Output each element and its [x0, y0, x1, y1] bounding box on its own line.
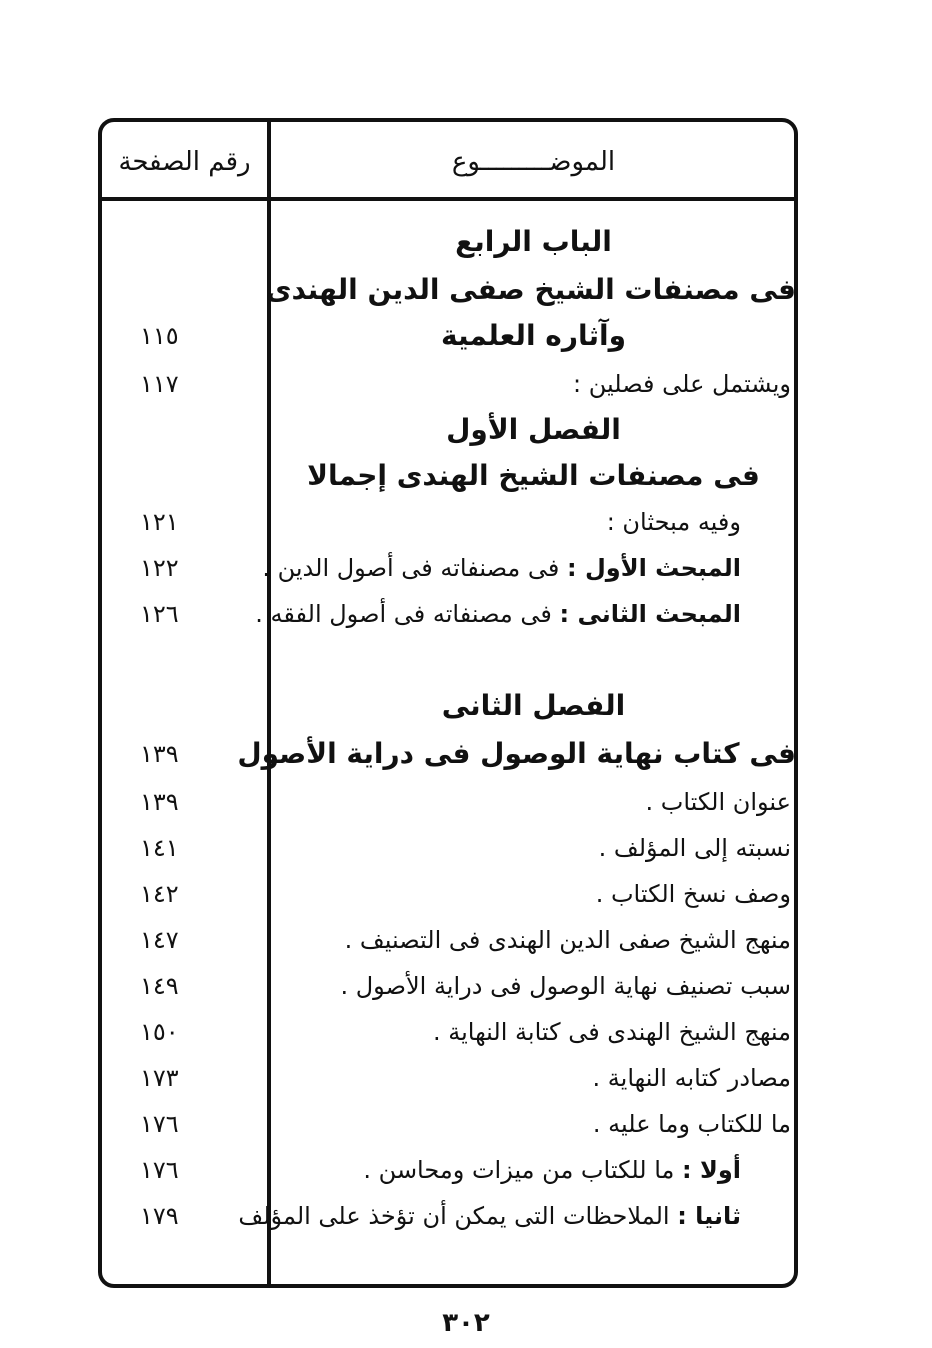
entry-text: ما للكتاب من ميزات ومحاسن .: [363, 1156, 675, 1184]
page-column-header: رقم الصفحة: [118, 147, 251, 177]
toc-entry: مصادر كتابه النهاية .: [592, 1064, 791, 1092]
toc-entry: وصف نسخ الكتاب .: [595, 880, 791, 908]
page-number-cell: ١٣٩: [140, 740, 179, 768]
header-divider: [100, 197, 796, 201]
toc-entry: منهج الشيخ الهندى فى كتابة النهاية .: [433, 1018, 791, 1046]
page-number-cell: ١٢١: [140, 508, 179, 536]
page-number-cell: ١١٧: [140, 370, 179, 398]
page-number-cell: ١٢٦: [140, 600, 179, 628]
entry-label: المبحث الأول :: [567, 554, 741, 582]
topic-column-header: الموضـــــــــوع: [451, 147, 616, 177]
page-number-cell: ١٧٦: [140, 1110, 179, 1138]
entry-text: فى مصنفاته فى أصول الفقه .: [255, 600, 552, 628]
toc-entry: ويشتمل على فصلين :: [573, 370, 791, 398]
toc-entry: [262, 548, 791, 588]
entry-label: أولا :: [682, 1156, 741, 1184]
page-number-cell: ١١٥: [140, 322, 179, 350]
toc-entry: ما للكتاب وما عليه .: [592, 1110, 791, 1138]
page-number-cell: ١٤٢: [140, 880, 179, 908]
toc-entry: [255, 594, 791, 634]
toc-entry: [238, 1196, 791, 1236]
chapter-subtitle: فى مصنفات الشيخ صفى الدين الهندى: [265, 273, 796, 306]
section-subtitle: فى كتاب نهاية الوصول فى دراية الأصول: [237, 737, 796, 770]
page-number-cell: ١٧٦: [140, 1156, 179, 1184]
page-number-cell: ١٤٩: [140, 972, 179, 1000]
entry-text: الملاحظات التى يمكن أن تؤخذ على المؤلف: [238, 1202, 670, 1230]
page-number-cell: ١٢٢: [140, 554, 179, 582]
toc-entry: منهج الشيخ صفى الدين الهندى فى التصنيف .: [344, 926, 791, 954]
section-title: الفصل الأول: [446, 413, 621, 446]
section-title: الفصل الثانى: [441, 689, 626, 722]
chapter-subtitle-line2: وآثاره العلمية: [441, 319, 626, 352]
chapter-title: الباب الرابع: [455, 225, 612, 258]
page-number-cell: ١٧٩: [140, 1202, 179, 1230]
toc-entry: سبب تصنيف نهاية الوصول فى دراية الأصول .: [340, 972, 791, 1000]
page-number-cell: ١٥٠: [140, 1018, 179, 1046]
page-number-cell: ١٣٩: [140, 788, 179, 816]
page-number-cell: ١٧٣: [140, 1064, 179, 1092]
footer-page-number: ٣٠٢: [442, 1308, 490, 1338]
page-number-cell: ١٤٧: [140, 926, 179, 954]
page-number-cell: ١٤١: [140, 834, 179, 862]
entry-label: المبحث الثانى :: [559, 600, 741, 628]
toc-entry: عنوان الكتاب .: [645, 788, 791, 816]
section-subtitle: فى مصنفات الشيخ الهندى إجمالا: [307, 459, 760, 492]
toc-entry: نسبته إلى المؤلف .: [598, 834, 791, 862]
toc-entry: [271, 1150, 791, 1190]
toc-entry: وفيه مبحثان :: [606, 508, 741, 536]
entry-text: فى مصنفاته فى أصول الدين .: [262, 554, 560, 582]
entry-label: ثانيا :: [677, 1202, 741, 1230]
